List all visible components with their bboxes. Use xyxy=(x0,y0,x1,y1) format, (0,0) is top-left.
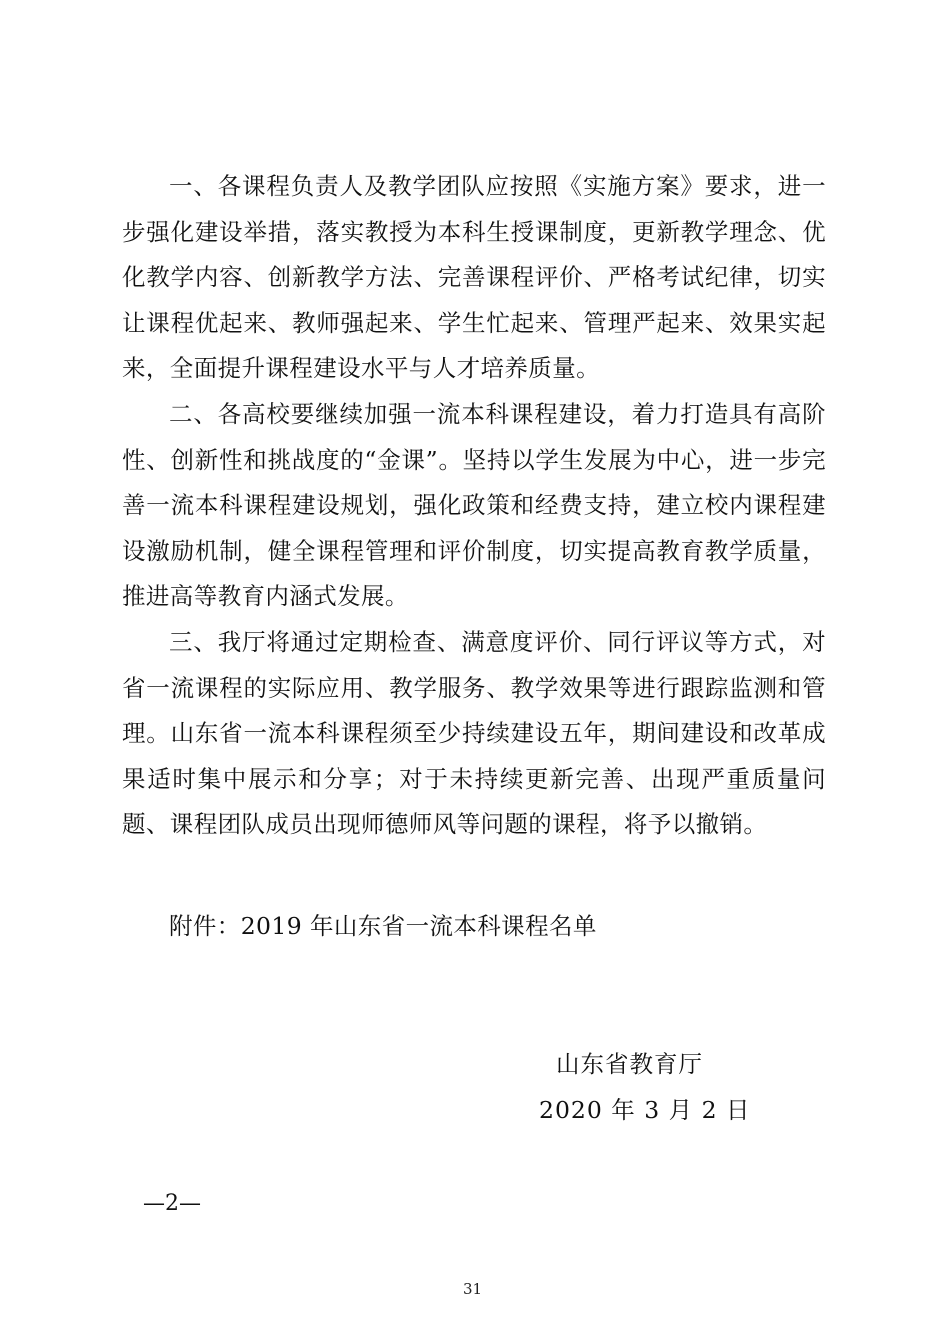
issuer-signature: 山东省教育厅 xyxy=(556,1050,703,1078)
footer-page-number: 31 xyxy=(462,1280,483,1298)
paragraph-1: 一、各课程负责人及教学团队应按照《实施方案》要求，进一步强化建设举措，落实教授为本科生授课制度，更新教学理念、优化教学内容、创新教学方法、完善课程评价、严格考试纪律，切实让课程优起来、教师强起来、学生忙起来、管理严起来、效果实起来，全面提升课程建设水平与人才培养质量。 xyxy=(122,172,826,383)
issue-date: 2020 年 3 月 2 日 xyxy=(539,1096,751,1124)
paragraph-3: 三、我厅将通过定期检查、满意度评价、同行评议等方式，对省一流课程的实际应用、教学服务、教学效果等进行跟踪监测和管理。山东省一流本科课程须至少持续建设五年，期间建设和改革成果适时集中展示和分享；对于未持续更新完善、出现严重质量问题、课程团队成员出现师德师风等问题的课程，将予以撤销。 xyxy=(122,627,826,839)
body-text xyxy=(122,164,826,848)
paragraph-2: 二、各高校要继续加强一流本科课程建设，着力打造具有高阶性、创新性和挑战度的“金课”。坚持以学生发展为中心，进一步完善一流本科课程建设规划，强化政策和经费支持，建立校内课程建设激励机制，健全课程管理和评价制度，切实提高教育教学质量，推进高等教育内涵式发展。 xyxy=(122,399,826,611)
page-number: —2— xyxy=(143,1191,201,1216)
attachment-note: 附件：2019 年山东省一流本科课程名单 xyxy=(169,912,597,940)
